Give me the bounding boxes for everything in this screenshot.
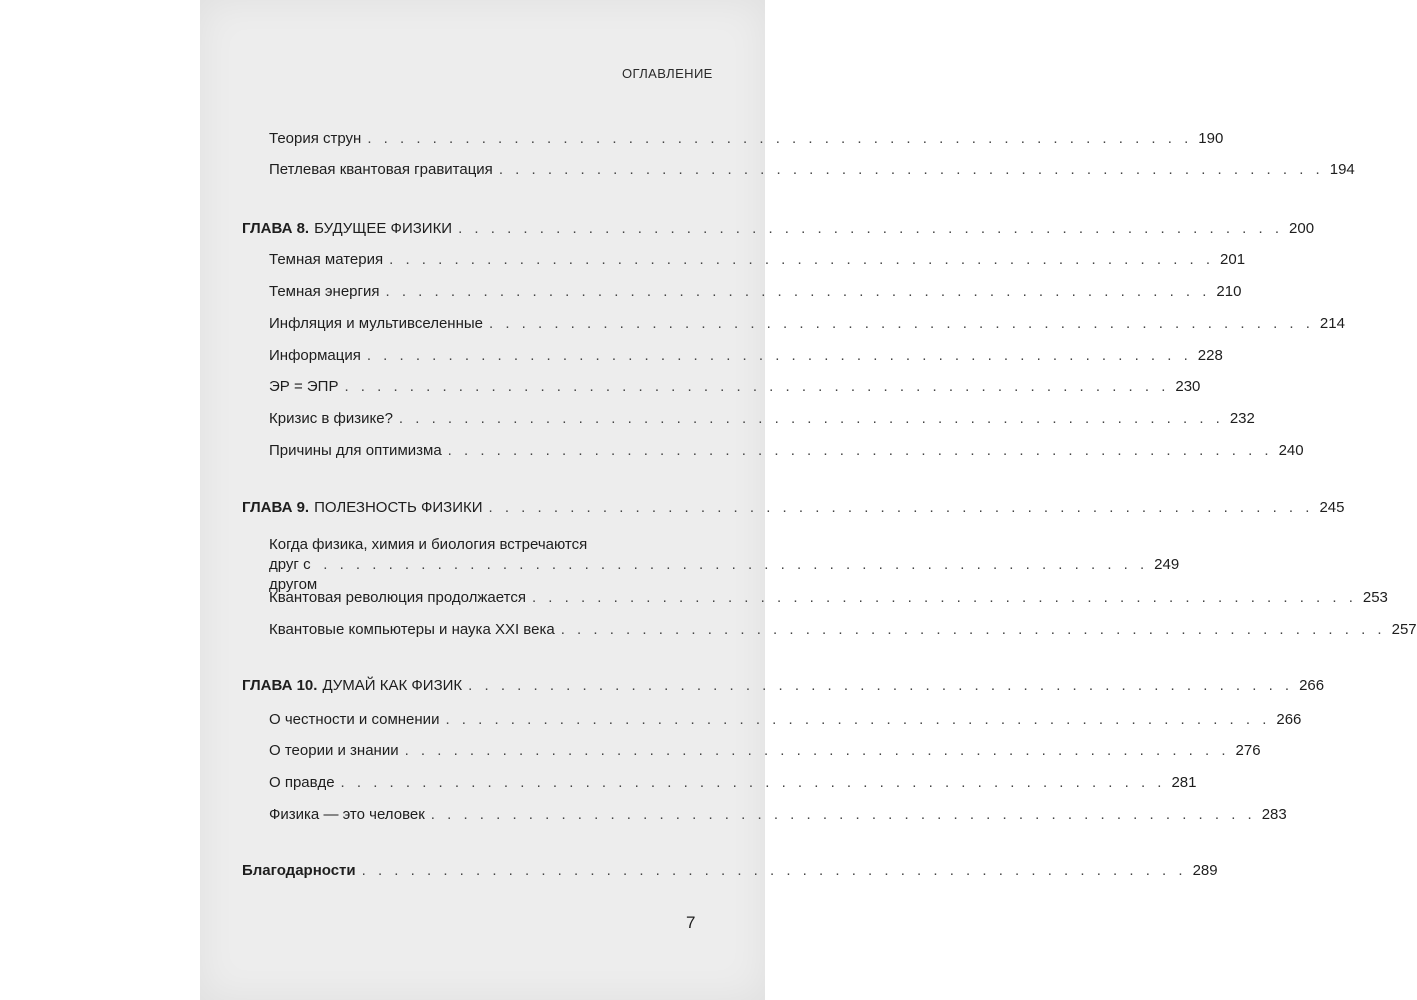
- toc-entry-page: 289: [1192, 862, 1218, 879]
- chapter-title: ПОЛЕЗНОСТЬ ФИЗИКИ: [314, 499, 483, 516]
- running-header: ОГЛАВЛЕНИЕ: [622, 66, 713, 81]
- toc-entry: [269, 588, 1388, 608]
- toc-entry-page: 266: [1299, 677, 1325, 694]
- toc-entry-page: 276: [1235, 742, 1261, 759]
- toc-entry-page: 232: [1229, 410, 1255, 427]
- dot-leader: . . . . . . . . . . . . . . . . . . . . . . . . . . . . . . . . . . . . . . . . . . . . . . . . . . .: [488, 499, 1314, 516]
- toc-entry-page: 257: [1391, 621, 1417, 638]
- toc-entry: [269, 710, 1302, 730]
- dot-leader: . . . . . . . . . . . . . . . . . . . . . . . . . . . . . . . . . . . . . . . . . . . . . . . . . . .: [361, 862, 1187, 879]
- toc-chapter-entry: [242, 219, 1315, 239]
- dot-leader: . . . . . . . . . . . . . . . . . . . . . . . . . . . . . . . . . . . . . . . . . . . . . . . . . . .: [340, 774, 1166, 791]
- toc-entry-title-line1: Когда физика, химия и биология встречаются: [269, 536, 588, 553]
- dot-leader: . . . . . . . . . . . . . . . . . . . . . . . . . . . . . . . . . . . . . . . . . . . . . . . . . . .: [367, 130, 1193, 147]
- toc-entry-acknowledgements: [242, 861, 1218, 881]
- toc-entry-title: Петлевая квантовая гравитация: [269, 161, 493, 178]
- toc-entry-page: 230: [1175, 378, 1201, 395]
- dot-leader: . . . . . . . . . . . . . . . . . . . . . . . . . . . . . . . . . . . . . . . . . . . . . . . . . . .: [398, 410, 1224, 427]
- chapter-label: ГЛАВА 10.: [242, 677, 318, 694]
- toc-entry: [269, 377, 1201, 397]
- toc-entry: [269, 773, 1197, 793]
- chapter-title: БУДУЩЕЕ ФИЗИКИ: [314, 220, 453, 237]
- toc-entry-page: 266: [1276, 711, 1302, 728]
- toc-entry-title: ЭР = ЭПР: [269, 378, 339, 395]
- toc-chapter-entry: [242, 498, 1345, 518]
- dot-leader: . . . . . . . . . . . . . . . . . . . . . . . . . . . . . . . . . . . . . . . . . . . . . . . . . . .: [366, 347, 1192, 364]
- toc-entry-page: 190: [1198, 130, 1224, 147]
- toc-entry-page: 228: [1197, 347, 1223, 364]
- toc-entry-page: 245: [1319, 499, 1345, 516]
- toc-entry: [269, 282, 1242, 302]
- dot-leader: . . . . . . . . . . . . . . . . . . . . . . . . . . . . . . . . . . . . . . . . . . . . . . . . . . .: [323, 556, 1149, 573]
- toc-entry-title: Квантовая революция продолжается: [269, 589, 526, 606]
- dot-leader: . . . . . . . . . . . . . . . . . . . . . . . . . . . . . . . . . . . . . . . . . . . . . . . . . . .: [458, 220, 1284, 237]
- dot-leader: . . . . . . . . . . . . . . . . . . . . . . . . . . . . . . . . . . . . . . . . . . . . . . . . . . .: [445, 711, 1271, 728]
- toc-entry-page: 194: [1329, 161, 1355, 178]
- dot-leader: . . . . . . . . . . . . . . . . . . . . . . . . . . . . . . . . . . . . . . . . . . . . . . . . . . .: [498, 161, 1324, 178]
- toc-entry-title: Благодарности: [242, 862, 356, 879]
- chapter-label: ГЛАВА 8.: [242, 220, 310, 237]
- toc-entry-page: 253: [1362, 589, 1388, 606]
- dot-leader: . . . . . . . . . . . . . . . . . . . . . . . . . . . . . . . . . . . . . . . . . . . . . . . . . . .: [404, 742, 1230, 759]
- toc-entry-page: 283: [1261, 806, 1287, 823]
- toc-entry-title: Теория струн: [269, 130, 362, 147]
- toc-entry: [269, 160, 1355, 180]
- toc-entry-title: Темная энергия: [269, 283, 380, 300]
- toc-chapter-entry: [242, 676, 1325, 696]
- toc-entry-title: О теории и знании: [269, 742, 399, 759]
- toc-entry: [269, 314, 1345, 334]
- toc-entry-title: Инфляция и мультивселенные: [269, 315, 483, 332]
- toc-entry-multiline: [269, 535, 1180, 595]
- dot-leader: . . . . . . . . . . . . . . . . . . . . . . . . . . . . . . . . . . . . . . . . . . . . . . . . . . .: [468, 677, 1294, 694]
- toc-entry: [269, 805, 1287, 825]
- toc-entry-title: Квантовые компьютеры и наука XXI века: [269, 621, 555, 638]
- dot-leader: . . . . . . . . . . . . . . . . . . . . . . . . . . . . . . . . . . . . . . . . . . . . . . . . . . .: [560, 621, 1386, 638]
- chapter-title: ДУМАЙ КАК ФИЗИК: [322, 677, 463, 694]
- dot-leader: . . . . . . . . . . . . . . . . . . . . . . . . . . . . . . . . . . . . . . . . . . . . . . . . . . .: [447, 442, 1273, 459]
- dot-leader: . . . . . . . . . . . . . . . . . . . . . . . . . . . . . . . . . . . . . . . . . . . . . . . . . . .: [389, 251, 1215, 268]
- toc-entry-title-line2: друг с другом: [269, 556, 318, 593]
- toc-entry-title: Информация: [269, 347, 361, 364]
- toc-entry: [269, 250, 1246, 270]
- toc-entry-page: 240: [1278, 442, 1304, 459]
- toc-entry: [269, 741, 1261, 761]
- toc-entry-title: О честности и сомнении: [269, 711, 440, 728]
- toc-entry-page: 214: [1319, 315, 1345, 332]
- dot-leader: . . . . . . . . . . . . . . . . . . . . . . . . . . . . . . . . . . . . . . . . . . . . . . . . . . .: [531, 589, 1357, 606]
- toc-entry-title: Физика — это человек: [269, 806, 425, 823]
- page-number: 7: [686, 913, 696, 932]
- toc-entry-title: О правде: [269, 774, 335, 791]
- dot-leader: . . . . . . . . . . . . . . . . . . . . . . . . . . . . . . . . . . . . . . . . . . . . . . . . . . .: [430, 806, 1256, 823]
- chapter-label: ГЛАВА 9.: [242, 499, 310, 516]
- dot-leader: . . . . . . . . . . . . . . . . . . . . . . . . . . . . . . . . . . . . . . . . . . . . . . . . . . .: [385, 283, 1211, 300]
- toc-entry: [269, 409, 1255, 429]
- toc-entry: [269, 441, 1304, 461]
- toc-entry-page: 210: [1216, 283, 1242, 300]
- toc-entry-page: 249: [1154, 556, 1180, 573]
- toc-entry-title: Причины для оптимизма: [269, 442, 442, 459]
- toc-entry: [269, 620, 1417, 640]
- toc-entry-page: 200: [1289, 220, 1315, 237]
- toc-entry-title: Кризис в физике?: [269, 410, 393, 427]
- dot-leader: . . . . . . . . . . . . . . . . . . . . . . . . . . . . . . . . . . . . . . . . . . . . . . . . . . .: [488, 315, 1314, 332]
- toc-entry: [269, 129, 1224, 149]
- toc-entry-page: 281: [1171, 774, 1197, 791]
- toc-entry-page: 201: [1220, 251, 1246, 268]
- dot-leader: . . . . . . . . . . . . . . . . . . . . . . . . . . . . . . . . . . . . . . . . . . . . . . . . . . .: [344, 378, 1170, 395]
- toc-entry-title: Темная материя: [269, 251, 384, 268]
- toc-entry: [269, 346, 1223, 366]
